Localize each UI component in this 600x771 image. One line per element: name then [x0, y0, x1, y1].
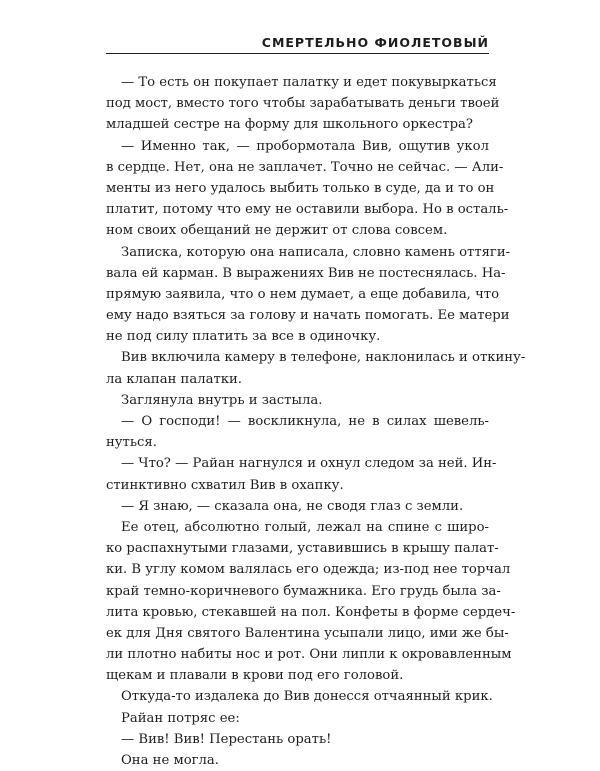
- text-line: — Что? — Райан нагнулся и охнул следом за ней. Ин-: [121, 456, 497, 472]
- body-text: [106, 72, 526, 771]
- text-line: край темно-коричневого бумажника. Его грудь была за-: [106, 583, 501, 599]
- text-line: Ее отец, абсолютно голый, лежал на спине с широ-: [121, 519, 489, 535]
- text-line: ек для Дня святого Валентина усыпали лицо, ими же бы-: [106, 625, 509, 641]
- text-line: Райан потряс ее:: [121, 710, 240, 726]
- text-line: Откуда-то издалека до Вив донесся отчаянный крик.: [121, 689, 493, 705]
- text-line: Она не могла.: [121, 753, 219, 768]
- text-line: ко распахнутыми глазами, уставившись в крышу палат-: [106, 541, 499, 557]
- text-line: ему надо взяться за голову и начать помогать. Ее матери: [106, 308, 510, 324]
- text-line: менты из него удалось выбить только в суде, да и то он: [106, 180, 495, 196]
- text-line: ла клапан палатки.: [106, 371, 242, 387]
- text-line: под мост, вместо того чтобы зарабатывать деньги твоей: [106, 96, 500, 112]
- header-rule: [106, 53, 489, 54]
- text-line: щекам и плавали в крови под его головой.: [106, 668, 404, 684]
- text-line: лита кровью, стекавшей на пол. Конфеты в форме сердеч-: [106, 604, 516, 620]
- running-title: СМЕРТЕЛЬНО ФИОЛЕТОВЫЙ: [261, 35, 489, 50]
- text-line: не под силу платить за все в одиночку.: [106, 329, 381, 345]
- text-line: — Именно так, — пробормотала Вив, ощутив укол: [121, 138, 489, 154]
- text-line: ли плотно набиты нос и рот. Они липли к окровавленным: [106, 647, 512, 663]
- text-line: ном своих обещаний не держит от слова совсем.: [106, 223, 448, 239]
- text-line: стинктивно схватил Вив в охапку.: [106, 477, 344, 493]
- text-line: платит, потому что ему не оставили выбора. Но в осталь-: [106, 202, 509, 218]
- text-line: — То есть он покупает палатку и едет покувыркаться: [121, 75, 497, 90]
- text-line: вала ей карман. В выражениях Вив не постеснялась. На-: [106, 265, 506, 281]
- text-line: Вив включила камеру в телефоне, наклонилась и откину-: [121, 350, 526, 366]
- text-line: нуться.: [106, 435, 157, 451]
- text-line: Заглянула внутрь и застыла.: [121, 392, 323, 408]
- text-line: младшей сестре на форму для школьного оркестра?: [106, 117, 473, 133]
- text-line: в сердце. Нет, она не заплачет. Точно не сейчас. — Али-: [106, 159, 504, 175]
- text-line: — Я знаю, — сказала она, не сводя глаз с земли.: [121, 498, 464, 514]
- text-line: прямую заявила, что о нем думает, а еще добавила, что: [106, 286, 500, 302]
- text-line: — О господи! — воскликнула, не в силах шевель-: [121, 414, 489, 429]
- text-line: — Вив! Вив! Перестань орать!: [121, 731, 332, 747]
- text-line: ки. В углу комом валялась его одежда; из-под нее торчал: [106, 562, 511, 578]
- text-line: Записка, которую она написала, словно камень оттяги-: [121, 244, 511, 260]
